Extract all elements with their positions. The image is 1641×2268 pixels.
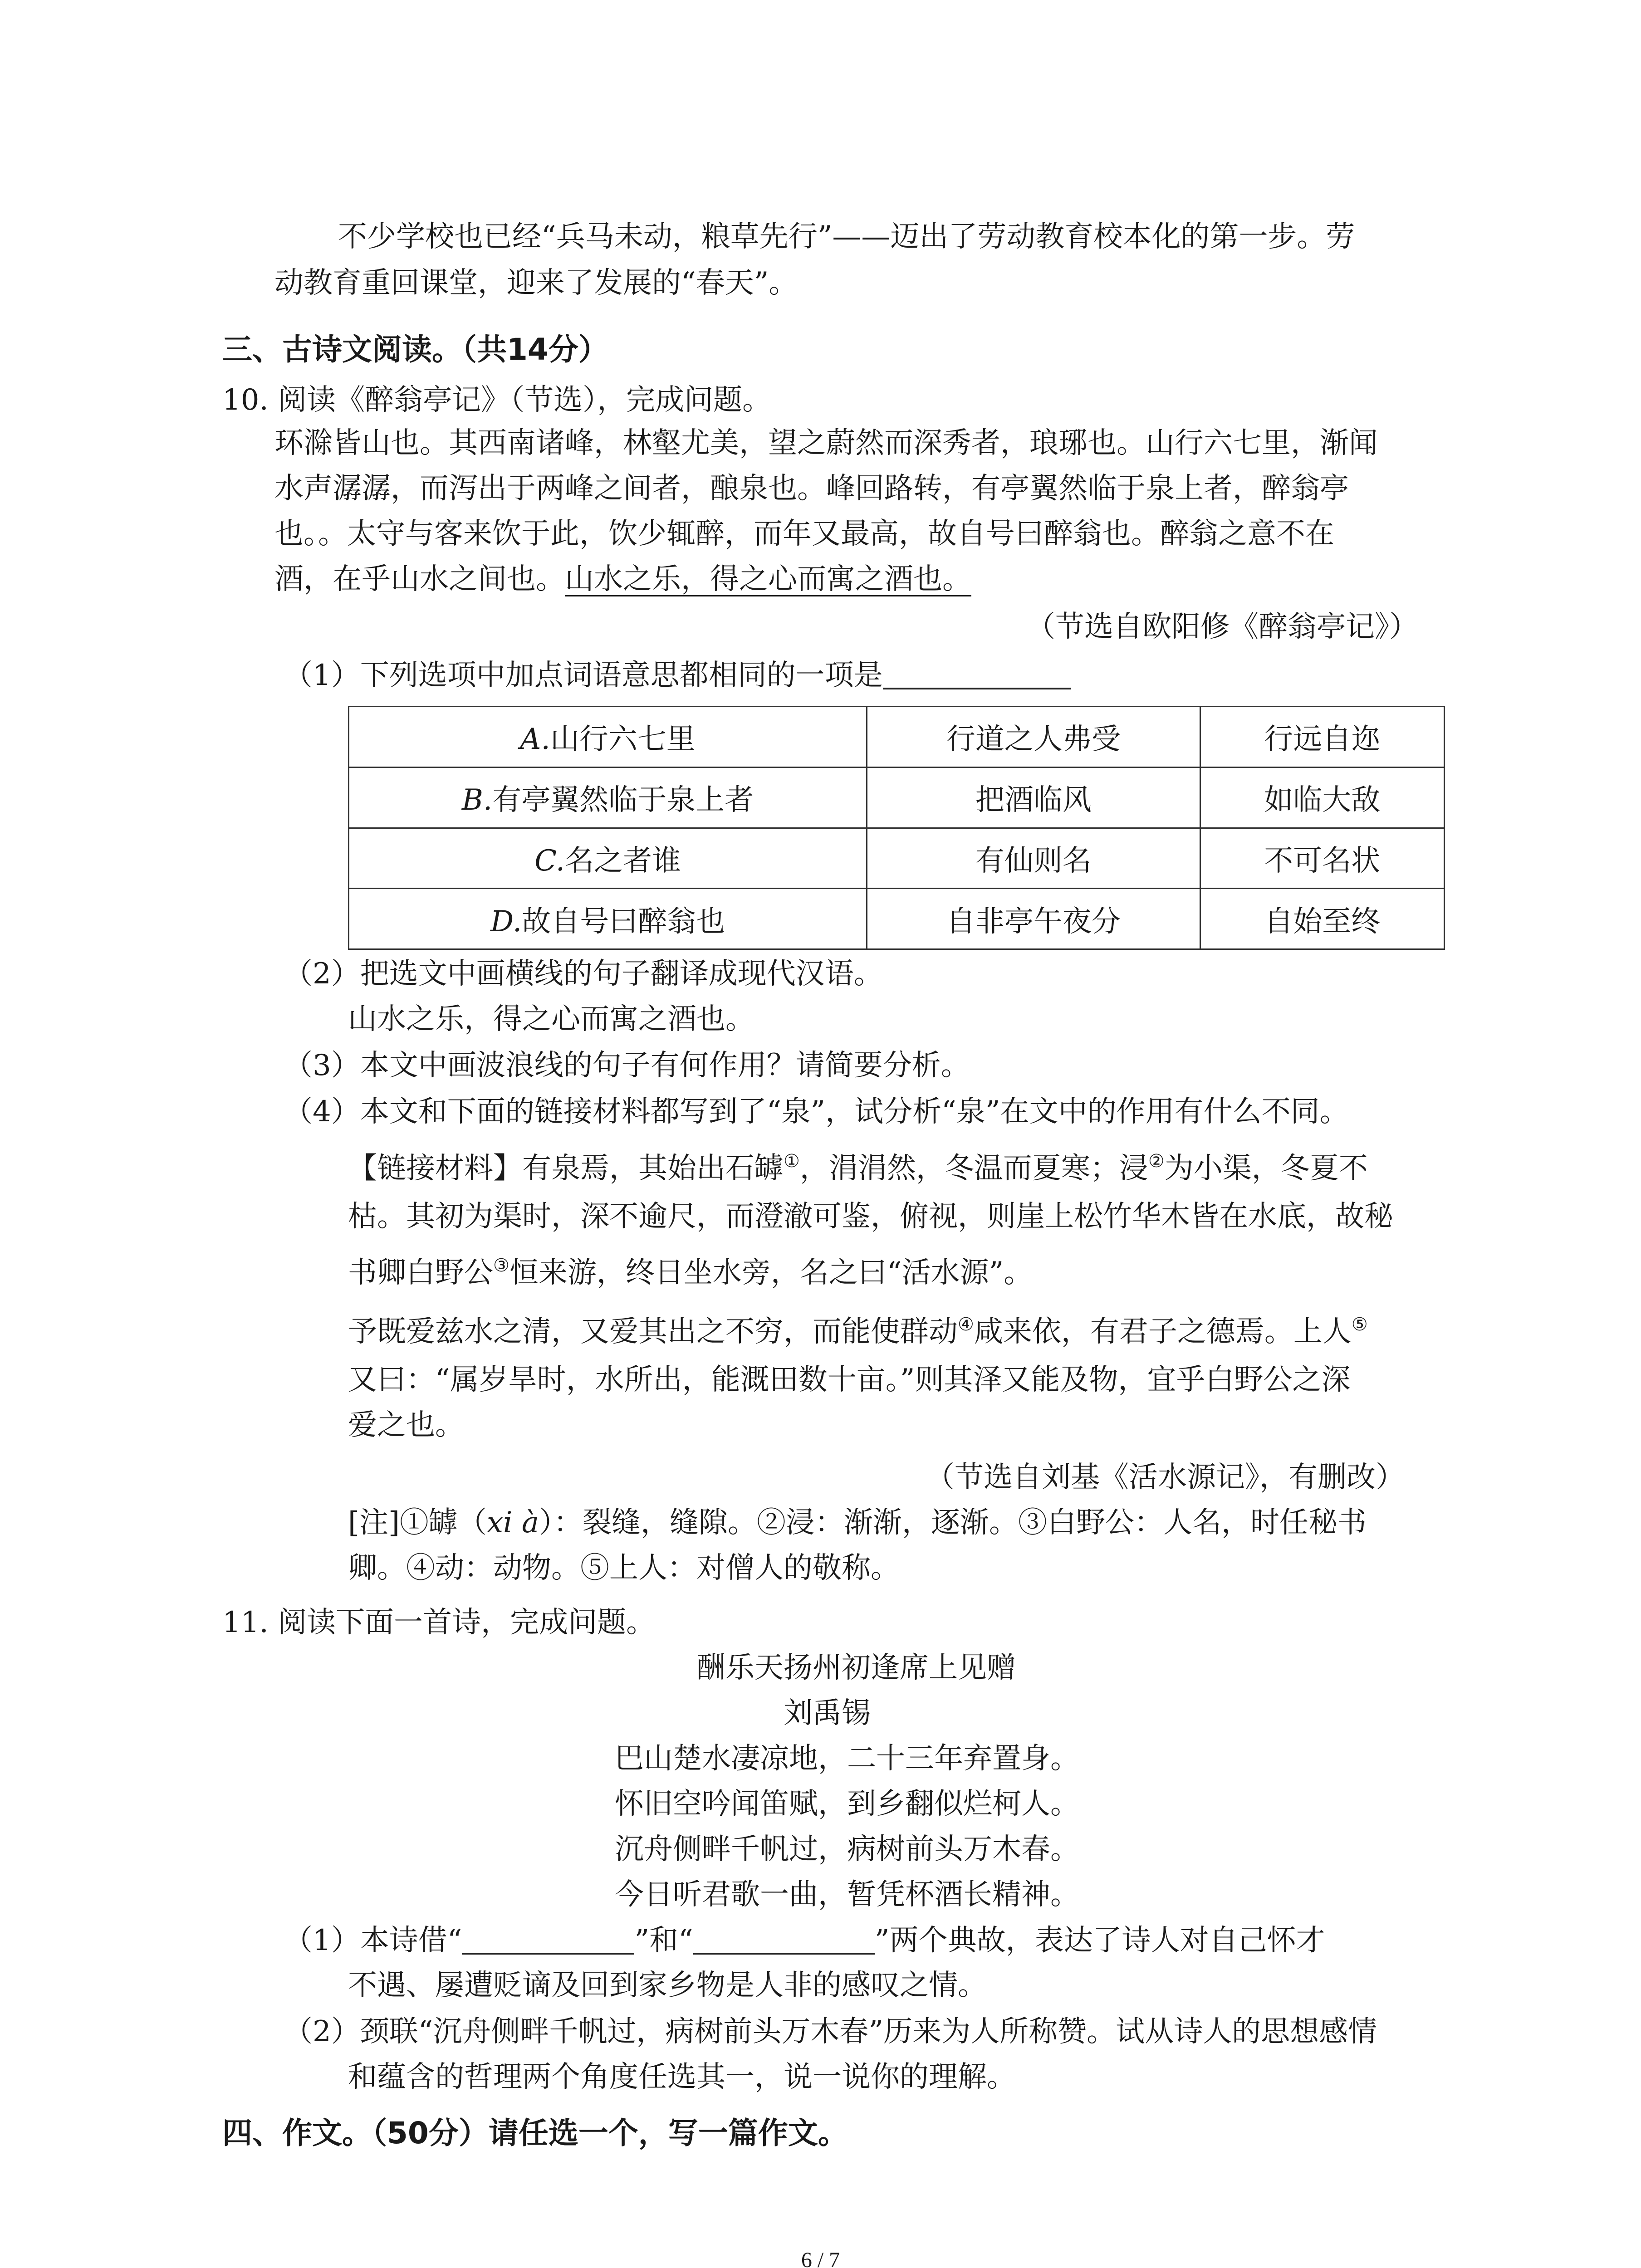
q10-sub3: （3）本文中画波浪线的句子有何作用？请简要分析。 [284, 1049, 970, 1082]
table-cell: 不可名状 [1200, 828, 1444, 889]
link-material-line-2: 枯。其初为渠时，深不逾尺，而澄澈可鉴，俯视，则崖上松竹华木皆在水底，故秘 [348, 1200, 1393, 1233]
q10-stem: 10. 阅读《醉翁亭记》（节选），完成问题。 [222, 383, 772, 417]
q10-underlined-sentence: 山水之乐，得之心而寓之酒也。 [565, 562, 971, 596]
table-row [349, 889, 1445, 949]
q11-sub1-line-2: 不遇、屡遭贬谪及回到家乡物是人非的感叹之情。 [348, 1969, 987, 2002]
table-row [349, 828, 1445, 889]
option-b-cell [349, 767, 867, 828]
poem-line-1: 巴山楚水凄凉地，二十三年弃置身。 [615, 1742, 1079, 1775]
intro-line-1: 不少学校也已经“兵马未动，粮草先行”——迈出了劳动教育校本化的第一步。劳 [338, 220, 1355, 254]
allusion-blank-1[interactable] [462, 1926, 634, 1955]
poem-line-3: 沉舟侧畔千帆过，病树前头万木春。 [615, 1833, 1079, 1866]
option-letter: D. [490, 904, 522, 938]
table-row [349, 767, 1445, 828]
link-text: 咸来依，有君子之德焉。上人 [974, 1315, 1352, 1349]
q10-options-table [348, 706, 1445, 950]
q11-sub1-text: （1）本诗借“ [284, 1924, 462, 1957]
option-d-cell [349, 889, 867, 949]
link-text: 【链接材料】有泉焉，其始出石罅 [348, 1152, 784, 1185]
link-material-source: （节选自刘基《活水源记》，有删改） [926, 1461, 1405, 1494]
table-cell: 行远自迩 [1200, 707, 1444, 767]
table-cell: 如临大敌 [1200, 767, 1444, 828]
link-material-line-6: 爱之也。 [348, 1408, 464, 1442]
q10-passage-plain: 酒，在乎山水之间也。 [274, 562, 565, 596]
footnote-marker: ② [1148, 1151, 1165, 1172]
link-material-line-3 [348, 1255, 1033, 1290]
table-cell: 把酒临风 [867, 767, 1200, 828]
q10-passage-line-3: 也。。太守与客来饮于此，饮少辄醉，而年又最高，故自号曰醉翁也。醉翁之意不在 [274, 517, 1334, 551]
option-letter: C. [534, 844, 565, 878]
note-text: [注]①罅（ [348, 1506, 487, 1540]
option-phrase: 名之者谁 [565, 844, 681, 878]
q11-stem: 11. 阅读下面一首诗，完成问题。 [222, 1606, 656, 1639]
link-text: 予既爱兹水之清，又爱其出之不穷，而能使群动 [348, 1315, 958, 1349]
q11-sub1-text: ”两个典故，表达了诗人对自己怀才 [874, 1924, 1325, 1957]
pinyin: xi à [486, 1506, 539, 1540]
q10-sub1 [284, 660, 1071, 690]
q10-sub4: （4）本文和下面的链接材料都写到了“泉”，试分析“泉”在文中的作用有什么不同。 [284, 1095, 1349, 1129]
section-4-title: 四、作文。（50分）请任选一个，写一篇作文。 [222, 2116, 848, 2151]
q10-passage-line-4 [274, 562, 971, 596]
q11-sub2-line-1: （2）颈联“沉舟侧畔千帆过，病树前头万木春”历来为人所称赞。试从诗人的思想感情 [284, 2015, 1377, 2048]
allusion-blank-2[interactable] [693, 1926, 875, 1955]
link-notes-line-2: 卿。④动：动物。⑤上人：对僧人的敬称。 [348, 1551, 900, 1585]
poem-title: 酬乐天扬州初逢席上见赠 [696, 1651, 1016, 1685]
q10-passage-line-1: 环滁皆山也。其西南诸峰，林壑尤美，望之蔚然而深秀者，琅琊也。山行六七里，渐闻 [274, 426, 1378, 460]
option-phrase: 故自号曰醉翁也 [522, 904, 725, 938]
option-letter: A. [520, 723, 550, 757]
q10-sub2-sentence: 山水之乐，得之心而寓之酒也。 [348, 1002, 754, 1036]
footnote-marker: ④ [958, 1314, 974, 1335]
table-cell: 自非亭午夜分 [867, 889, 1200, 949]
link-material-line-5: 又曰：“属岁旱时，水所出，能溉田数十亩。”则其泽又能及物，宜乎白野公之深 [348, 1363, 1351, 1397]
table-cell: 行道之人弗受 [867, 707, 1200, 767]
option-phrase: 山行六七里 [550, 723, 696, 757]
q10-passage-line-2: 水声潺潺，而泻出于两峰之间者，酿泉也。峰回路转，有亭翼然临于泉上者，醉翁亭 [274, 472, 1349, 505]
poem-author: 刘禹锡 [784, 1696, 871, 1730]
poem-line-4: 今日听君歌一曲，暂凭杯酒长精神。 [615, 1878, 1079, 1911]
q10-source: （节选自欧阳修《醉翁亭记》） [1026, 610, 1418, 644]
footnote-marker: ⑤ [1351, 1314, 1368, 1335]
table-cell: 有仙则名 [867, 828, 1200, 889]
q10-sub1-answer-blank[interactable] [883, 660, 1071, 689]
q10-sub1-text: （1）下列选项中加点词语意思都相同的一项是 [284, 659, 883, 692]
link-material-line-4 [348, 1314, 1368, 1349]
link-text: ，涓涓然，冬温而夏寒；浸 [799, 1152, 1148, 1185]
option-letter: B. [461, 783, 493, 817]
table-cell: 自始至终 [1200, 889, 1444, 949]
link-notes-line-1 [348, 1506, 1367, 1540]
footnote-marker: ③ [493, 1255, 509, 1276]
table-row [349, 707, 1445, 767]
link-text: 为小渠，冬夏不 [1164, 1152, 1368, 1185]
footnote-marker: ① [784, 1151, 800, 1172]
intro-line-2: 动教育重回课堂，迎来了发展的“春天”。 [274, 266, 798, 300]
link-material-line-1 [348, 1152, 1368, 1183]
q11-sub1-text: ”和“ [634, 1924, 693, 1957]
link-text: 书卿白野公 [348, 1256, 493, 1290]
section-3-title: 三、古诗文阅读。（共14分） [222, 332, 608, 367]
page-number: 6 / 7 [801, 2248, 840, 2268]
option-a-cell [349, 707, 867, 767]
q11-sub2-line-2: 和蕴含的哲理两个角度任选其一，说一说你的理解。 [348, 2060, 1016, 2094]
note-text: ）：裂缝，缝隙。②浸：渐渐，逐渐。③白野公：人名，时任秘书 [539, 1506, 1367, 1540]
option-phrase: 有亭翼然临于泉上者 [492, 783, 754, 817]
q11-sub1-line-1 [284, 1926, 1325, 1955]
q10-sub2: （2）把选文中画横线的句子翻译成现代汉语。 [284, 957, 883, 991]
poem-line-2: 怀旧空吟闻笛赋，到乡翻似烂柯人。 [615, 1787, 1079, 1821]
option-c-cell [349, 828, 867, 889]
link-text: 恒来游，终日坐水旁，名之曰“活水源”。 [509, 1256, 1033, 1290]
